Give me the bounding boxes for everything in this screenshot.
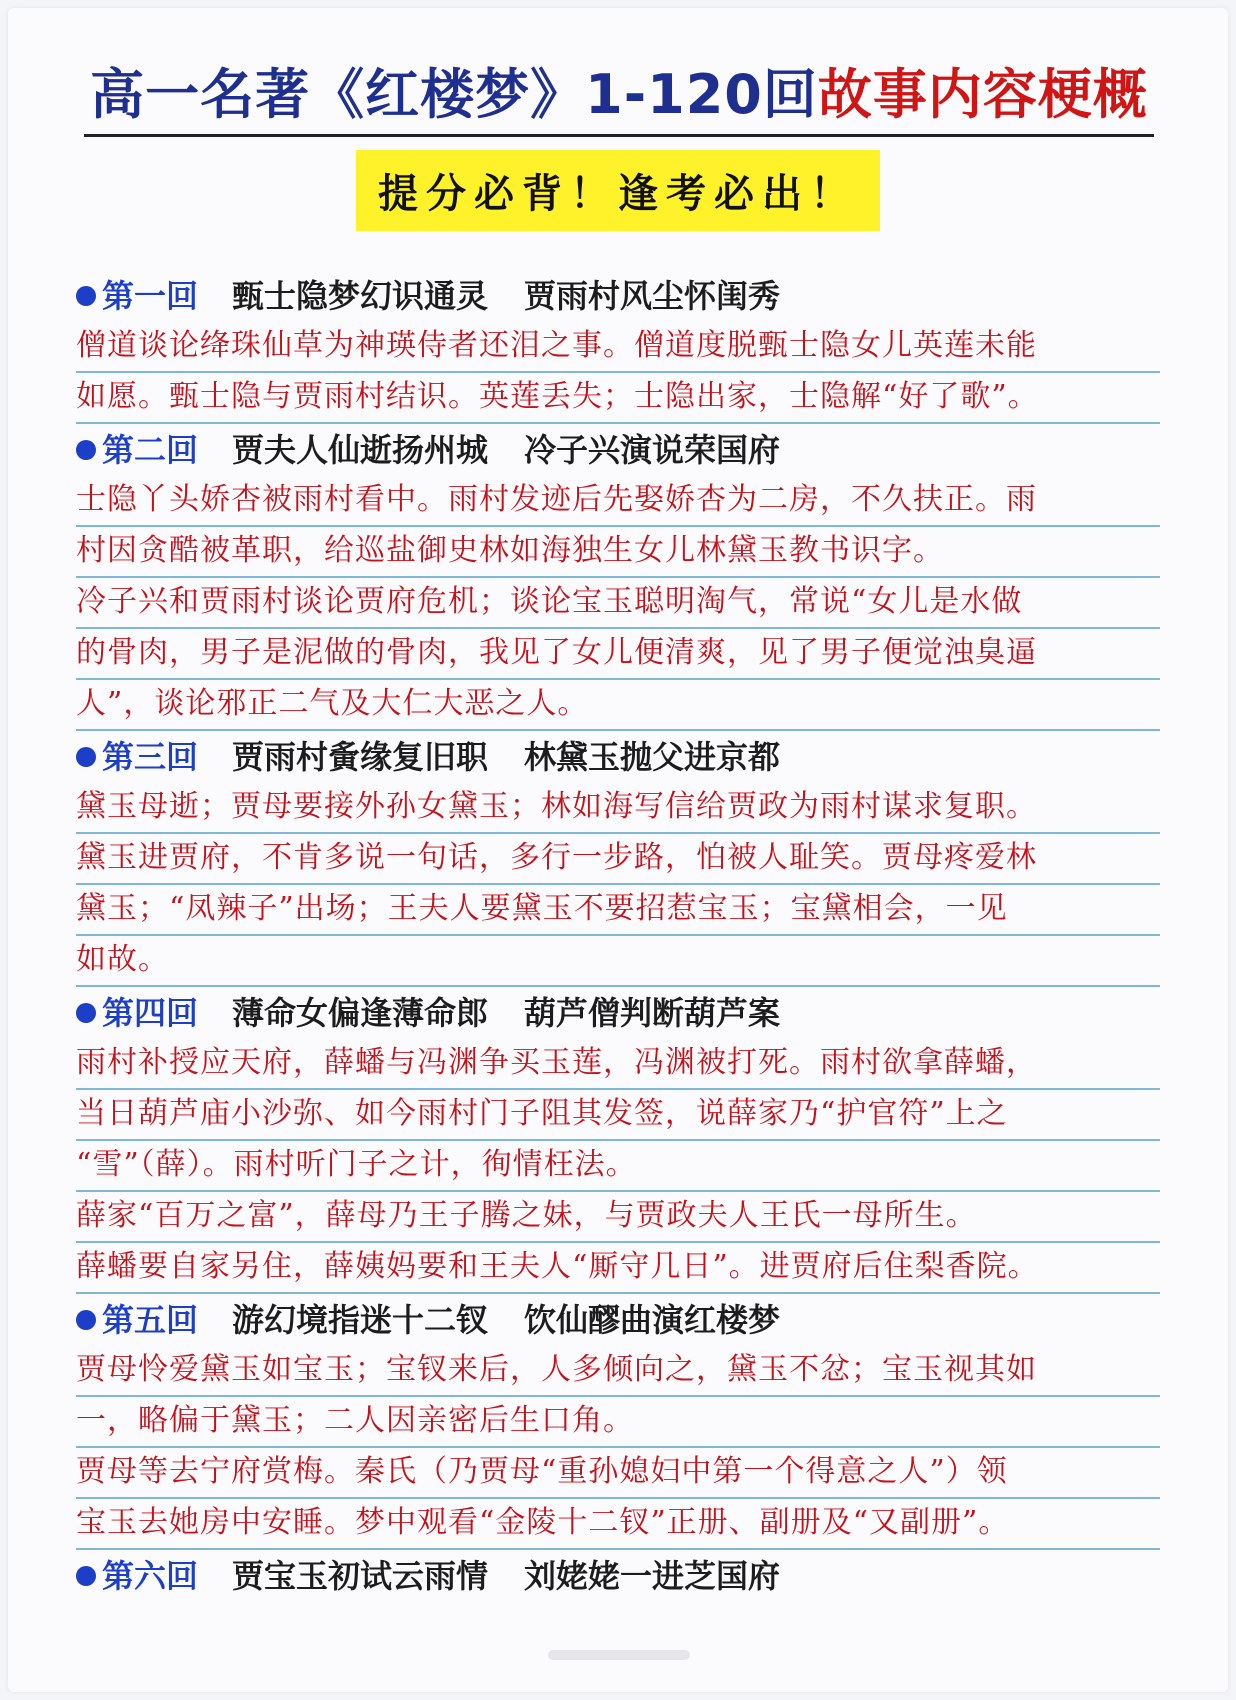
chapter-title-second: 贾雨村风尘怀闺秀 (524, 277, 781, 315)
chapter-title-first: 贾雨村夤缘复旧职 (232, 738, 489, 776)
page-title (84, 60, 1154, 130)
subtitle-badge: 提分必背！逢考必出！ (356, 150, 880, 231)
chapter-number: 第一回 (102, 277, 199, 315)
summary-line: 士隐丫头娇杏被雨村看中。雨村发迹后先娶娇杏为二房，不久扶正。雨 (76, 476, 1160, 527)
bullet-dot-icon (76, 440, 96, 460)
chapter-title-second: 林黛玉抛父进京都 (524, 738, 781, 776)
chapter-title-first: 游幻境指迷十二钗 (232, 1301, 489, 1339)
title-underline (84, 134, 1154, 137)
summary-line: 黛玉进贾府，不肯多说一句话，多行一步路，怕被人耻笑。贾母疼爱林 (76, 834, 1160, 885)
summary-line: 当日葫芦庙小沙弥、如今雨村门子阻其发签，说薛家乃“护官符”上之 (76, 1090, 1160, 1141)
chapter-number: 第三回 (102, 738, 199, 776)
chapter-number: 第六回 (102, 1557, 199, 1595)
chapter-heading (76, 424, 1160, 476)
summary-line: 薛蟠要自家另住，薛姨妈要和王夫人“厮守几日”。进贾府后住梨香院。 (76, 1243, 1160, 1294)
bullet-dot-icon (76, 1003, 96, 1023)
summary-line: 人”，谈论邪正二气及大仁大恶之人。 (76, 680, 1160, 731)
scroll-indicator[interactable] (548, 1650, 690, 1660)
summary-line: 如愿。甄士隐与贾雨村结识。英莲丢失；士隐出家，士隐解“好了歌”。 (76, 373, 1160, 424)
chapter-list (76, 270, 1160, 1602)
title-part-1: 高一名著《红楼梦》1-120回 (90, 63, 818, 126)
chapter-number: 第二回 (102, 431, 199, 469)
summary-line: 宝玉去她房中安睡。梦中观看“金陵十二钗”正册、副册及“又副册”。 (76, 1499, 1160, 1550)
summary-line: 贾母怜爱黛玉如宝玉；宝钗来后，人多倾向之，黛玉不忿；宝玉视其如 (76, 1346, 1160, 1397)
summary-line: 薛家“百万之富”，薛母乃王子腾之妹，与贾政夫人王氏一母所生。 (76, 1192, 1160, 1243)
chapter-title-first: 贾宝玉初试云雨情 (232, 1557, 489, 1595)
chapter-title-first: 薄命女偏逢薄命郎 (232, 994, 489, 1032)
chapter-title-first: 贾夫人仙逝扬州城 (232, 431, 489, 469)
chapter-title-second: 冷子兴演说荣国府 (524, 431, 781, 469)
chapter-title-second: 饮仙醪曲演红楼梦 (524, 1301, 781, 1339)
summary-line: 贾母等去宁府赏梅。秦氏（乃贾母“重孙媳妇中第一个得意之人”）领 (76, 1448, 1160, 1499)
summary-line: 雨村补授应天府，薛蟠与冯渊争买玉莲，冯渊被打死。雨村欲拿薛蟠， (76, 1039, 1160, 1090)
chapter-number: 第四回 (102, 994, 199, 1032)
chapter-heading (76, 987, 1160, 1039)
summary-line: 如故。 (76, 936, 1160, 987)
bullet-dot-icon (76, 747, 96, 767)
summary-line: 的骨肉，男子是泥做的骨肉，我见了女儿便清爽，见了男子便觉浊臭逼 (76, 629, 1160, 680)
summary-line: 冷子兴和贾雨村谈论贾府危机；谈论宝玉聪明淘气，常说“女儿是水做 (76, 578, 1160, 629)
bullet-dot-icon (76, 1310, 96, 1330)
chapter-title-second: 葫芦僧判断葫芦案 (524, 994, 781, 1032)
chapter-title-first: 甄士隐梦幻识通灵 (232, 277, 489, 315)
chapter-title-second: 刘姥姥一进芝国府 (524, 1557, 781, 1595)
chapter-heading (76, 270, 1160, 322)
chapter-number: 第五回 (102, 1301, 199, 1339)
summary-line: 村因贪酷被革职，给巡盐御史林如海独生女儿林黛玉教书识字。 (76, 527, 1160, 578)
bullet-dot-icon (76, 286, 96, 306)
summary-line: 一，略偏于黛玉；二人因亲密后生口角。 (76, 1397, 1160, 1448)
chapter-heading (76, 1550, 1160, 1602)
chapter-heading (76, 731, 1160, 783)
summary-line: 僧道谈论绛珠仙草为神瑛侍者还泪之事。僧道度脱甄士隐女儿英莲未能 (76, 322, 1160, 373)
chapter-heading (76, 1294, 1160, 1346)
summary-line: “雪”（薛）。雨村听门子之计，徇情枉法。 (76, 1141, 1160, 1192)
summary-line: 黛玉母逝；贾母要接外孙女黛玉；林如海写信给贾政为雨村谋求复职。 (76, 783, 1160, 834)
bullet-dot-icon (76, 1566, 96, 1586)
title-part-2: 故事内容梗概 (817, 63, 1148, 126)
summary-line: 黛玉；“凤辣子”出场；王夫人要黛玉不要招惹宝玉；宝黛相会，一见 (76, 885, 1160, 936)
